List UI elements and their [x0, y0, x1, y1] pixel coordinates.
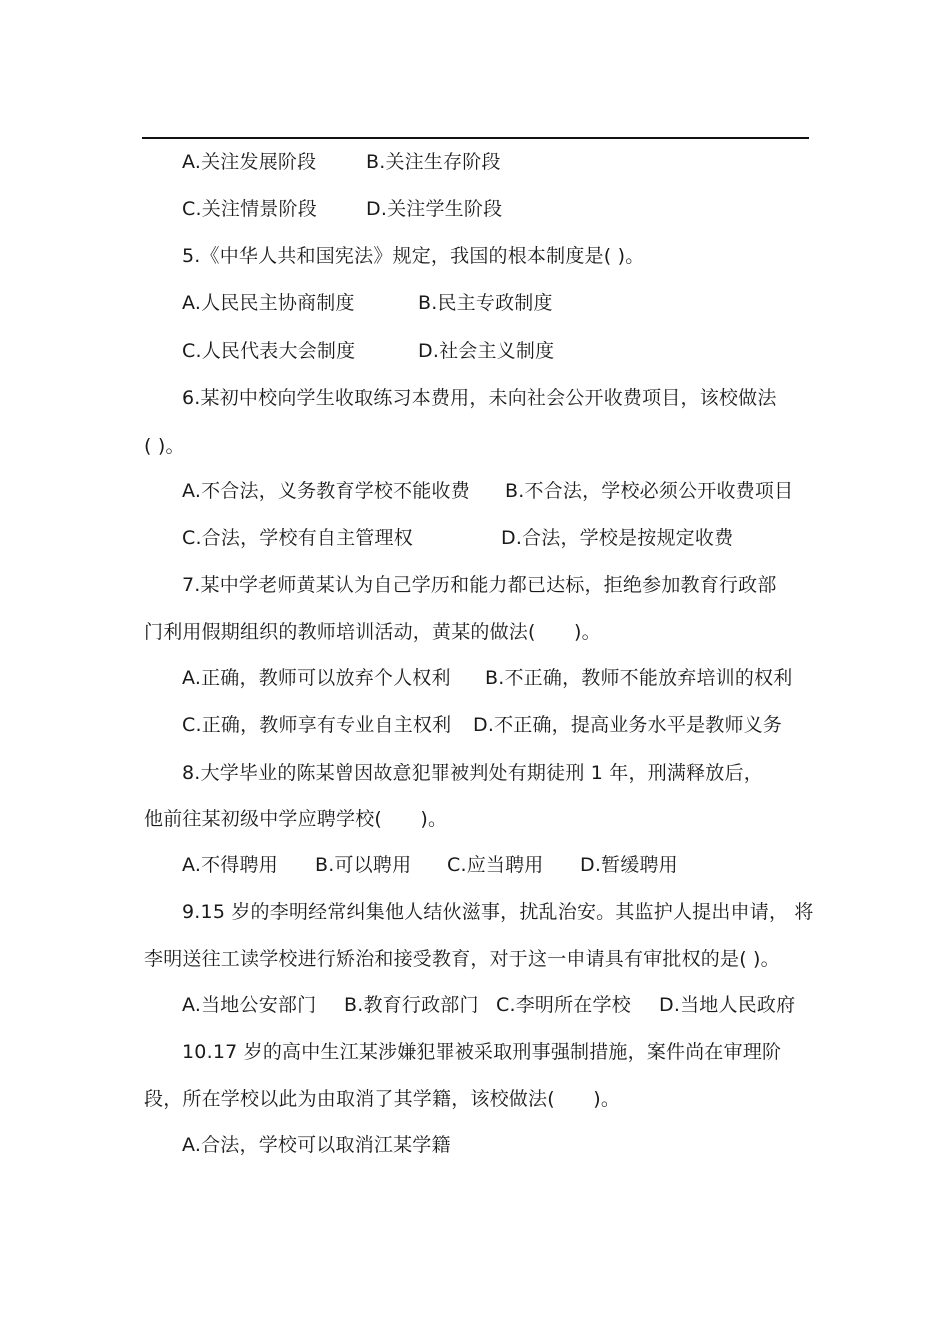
answer-option: D.社会主义制度 [418, 340, 555, 362]
answer-option: D.关注学生阶段 [366, 198, 503, 220]
answer-option: B.可以聘用 [315, 854, 412, 876]
answer-option: B.不正确，教师不能放弃培训的权利 [485, 667, 793, 689]
answer-option: A.当地公安部门 [182, 994, 317, 1016]
answer-option: B.不合法，学校必须公开收费项目 [505, 480, 794, 502]
text-line: 6.某初中校向学生收取练习本费用，未向社会公开收费项目，该校做法 [182, 387, 777, 409]
text-line: 5.《中华人共和国宪法》规定，我国的根本制度是( )。 [182, 245, 645, 267]
answer-option: A.正确，教师可以放弃个人权利 [182, 667, 451, 689]
answer-option: B.民主专政制度 [418, 292, 553, 314]
text-line: 8.大学毕业的陈某曾因故意犯罪被判处有期徒刑 1 年，刑满释放后， [182, 762, 763, 784]
text-line: 7.某中学老师黄某认为自己学历和能力都已达标，拒绝参加教育行政部 [182, 574, 777, 596]
answer-option: D.不正确，提高业务水平是教师义务 [473, 714, 783, 736]
answer-option: B.关注生存阶段 [366, 151, 501, 173]
text-line: 9.15 岁的李明经常纠集他人结伙滋事，扰乱治安。其监护人提出申请， 将 [182, 901, 814, 923]
text-line: A.合法，学校可以取消江某学籍 [182, 1134, 451, 1156]
answer-option: A.关注发展阶段 [182, 151, 317, 173]
text-line: 门利用假期组织的教师培训活动，黄某的做法( )。 [144, 621, 601, 643]
header-rule [142, 137, 809, 139]
answer-option: A.不合法，义务教育学校不能收费 [182, 480, 470, 502]
answer-option: C.关注情景阶段 [182, 198, 317, 220]
answer-option: C.应当聘用 [447, 854, 544, 876]
answer-option: C.人民代表大会制度 [182, 340, 356, 362]
text-line: 李明送往工读学校进行矫治和接受教育，对于这一申请具有审批权的是( )。 [144, 948, 780, 970]
answer-option: C.李明所在学校 [496, 994, 631, 1016]
answer-option: B.教育行政部门 [344, 994, 479, 1016]
text-line: ( )。 [144, 435, 185, 457]
answer-option: D.当地人民政府 [659, 994, 796, 1016]
answer-option: D.合法，学校是按规定收费 [501, 527, 734, 549]
text-line: 段，所在学校以此为由取消了其学籍，该校做法( )。 [144, 1088, 621, 1110]
answer-option: D.暂缓聘用 [580, 854, 678, 876]
answer-option: C.合法，学校有自主管理权 [182, 527, 413, 549]
answer-option: A.不得聘用 [182, 854, 278, 876]
answer-option: C.正确，教师享有专业自主权利 [182, 714, 452, 736]
answer-option: A.人民民主协商制度 [182, 292, 355, 314]
text-line: 10.17 岁的高中生江某涉嫌犯罪被采取刑事强制措施，案件尚在审理阶 [182, 1041, 782, 1063]
text-line: 他前往某初级中学应聘学校( )。 [144, 808, 448, 830]
